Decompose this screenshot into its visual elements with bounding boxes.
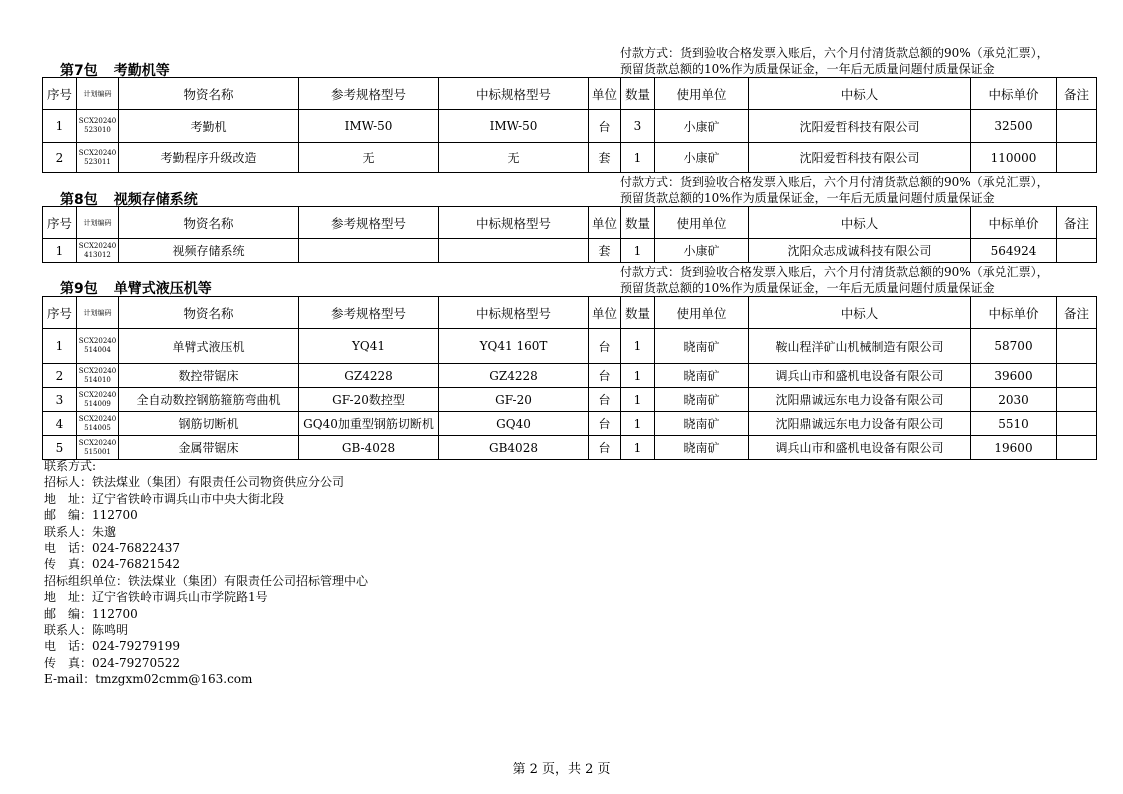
payment-line-1: 付款方式：货到验收合格发票入账后，六个月付清货款总额的90%（承兑汇票）， (620, 265, 1049, 279)
cell-note (1057, 110, 1097, 143)
cell-unit: 套 (589, 239, 621, 263)
package-title (60, 278, 228, 298)
column-header-winner: 中标人 (749, 207, 971, 239)
cell-bid-spec: GB4028 (439, 436, 589, 460)
cell-qty: 1 (621, 436, 655, 460)
contact-line: 地 址：辽宁省铁岭市调兵山市学院路1号 (44, 590, 268, 605)
cell-code: SCX20240514005 (77, 412, 119, 436)
cell-winner: 沈阳众志成诚科技有限公司 (749, 239, 971, 263)
cell-note (1057, 329, 1097, 364)
cell-code: SCX20240523011 (77, 143, 119, 173)
contact-line: 招标人：铁法煤业（集团）有限责任公司物资供应分公司 (44, 475, 345, 490)
column-header-user: 使用单位 (655, 297, 749, 329)
cell-note (1057, 364, 1097, 388)
cell-user: 晓南矿 (655, 329, 749, 364)
cell-user: 小康矿 (655, 143, 749, 173)
column-header-bid-spec: 中标规格型号 (439, 78, 589, 110)
cell-code: SCX20240413012 (77, 239, 119, 263)
cell-seq: 1 (43, 329, 77, 364)
column-header-item: 物资名称 (119, 297, 299, 329)
table-row (43, 412, 1097, 436)
contact-line: 邮 编：112700 (44, 606, 138, 621)
column-header-price: 中标单价 (971, 207, 1057, 239)
contact-line: 联系人：朱邈 (44, 524, 117, 539)
cell-code: SCX20240523010 (77, 110, 119, 143)
payment-terms-pkg8 (620, 174, 1049, 206)
cell-ref-spec: 无 (299, 143, 439, 173)
cell-price: 564924 (971, 239, 1057, 263)
cell-bid-spec: GF-20 (439, 388, 589, 412)
package-number: 第9包 (60, 281, 98, 297)
cell-user: 晓南矿 (655, 388, 749, 412)
cell-ref-spec: GF-20数控型 (299, 388, 439, 412)
cell-user: 晓南矿 (655, 412, 749, 436)
table-row (43, 436, 1097, 460)
cell-price: 110000 (971, 143, 1057, 173)
cell-seq: 1 (43, 239, 77, 263)
package-number: 第7包 (60, 63, 98, 79)
column-header-user: 使用单位 (655, 78, 749, 110)
bid-table-pkg8 (42, 206, 1097, 263)
cell-code: SCX20240515001 (77, 436, 119, 460)
cell-qty: 1 (621, 239, 655, 263)
table-row (43, 329, 1097, 364)
column-header-item: 物资名称 (119, 78, 299, 110)
payment-line-2: 预留货款总额的10%作为质量保证金，一年后无质量问题付质量保证金 (620, 62, 995, 76)
column-header-qty: 数量 (621, 78, 655, 110)
contact-line: E-mail：tmzgxm02cmm@163.com (44, 672, 253, 687)
cell-qty: 1 (621, 143, 655, 173)
payment-line-1: 付款方式：货到验收合格发票入账后，六个月付清货款总额的90%（承兑汇票）， (620, 46, 1049, 60)
column-header-user: 使用单位 (655, 207, 749, 239)
cell-winner: 调兵山市和盛机电设备有限公司 (749, 436, 971, 460)
column-header-unit: 单位 (589, 78, 621, 110)
contact-line: 联系人：陈鸣明 (44, 623, 129, 638)
cell-seq: 3 (43, 388, 77, 412)
cell-note (1057, 412, 1097, 436)
cell-item: 全自动数控钢筋箍筋弯曲机 (119, 388, 299, 412)
cell-note (1057, 436, 1097, 460)
cell-winner: 沈阳鼎诚远东电力设备有限公司 (749, 388, 971, 412)
table-header-row (43, 78, 1097, 110)
cell-user: 晓南矿 (655, 364, 749, 388)
contact-line: 传 真：024-76821542 (44, 557, 181, 572)
cell-bid-spec (439, 239, 589, 263)
cell-item: 钢筋切断机 (119, 412, 299, 436)
cell-ref-spec: GZ4228 (299, 364, 439, 388)
cell-unit: 台 (589, 436, 621, 460)
cell-qty: 1 (621, 364, 655, 388)
table-row (43, 364, 1097, 388)
column-header-note: 备注 (1057, 297, 1097, 329)
column-header-bid-spec: 中标规格型号 (439, 207, 589, 239)
cell-unit: 台 (589, 412, 621, 436)
column-header-ref-spec: 参考规格型号 (299, 207, 439, 239)
column-header-item: 物资名称 (119, 207, 299, 239)
cell-qty: 3 (621, 110, 655, 143)
cell-seq: 2 (43, 364, 77, 388)
cell-item: 考勤机 (119, 110, 299, 143)
cell-price: 2030 (971, 388, 1057, 412)
column-header-price: 中标单价 (971, 78, 1057, 110)
payment-terms-pkg7 (620, 45, 1049, 77)
cell-item: 数控带锯床 (119, 364, 299, 388)
cell-bid-spec: 无 (439, 143, 589, 173)
cell-seq: 1 (43, 110, 77, 143)
cell-bid-spec: IMW-50 (439, 110, 589, 143)
table-row (43, 143, 1097, 173)
cell-user: 晓南矿 (655, 436, 749, 460)
column-header-ref-spec: 参考规格型号 (299, 297, 439, 329)
column-header-code: 计划编码 (77, 78, 119, 110)
cell-note (1057, 143, 1097, 173)
cell-qty: 1 (621, 412, 655, 436)
package-name: 单臂式液压机等 (113, 281, 212, 297)
cell-ref-spec: IMW-50 (299, 110, 439, 143)
cell-user: 小康矿 (655, 239, 749, 263)
column-header-qty: 数量 (621, 207, 655, 239)
contact-line: 地 址：辽宁省铁岭市调兵山市中央大街北段 (44, 491, 285, 506)
cell-seq: 5 (43, 436, 77, 460)
column-header-bid-spec: 中标规格型号 (439, 297, 589, 329)
cell-bid-spec: GQ40 (439, 412, 589, 436)
cell-winner: 沈阳爱哲科技有限公司 (749, 143, 971, 173)
cell-winner: 鞍山程洋矿山机械制造有限公司 (749, 329, 971, 364)
column-header-ref-spec: 参考规格型号 (299, 78, 439, 110)
payment-line-2: 预留货款总额的10%作为质量保证金，一年后无质量问题付质量保证金 (620, 191, 995, 205)
column-header-seq: 序号 (43, 207, 77, 239)
cell-winner: 沈阳鼎诚远东电力设备有限公司 (749, 412, 971, 436)
contact-info (44, 458, 368, 688)
cell-code: SCX20240514004 (77, 329, 119, 364)
table-header-row (43, 297, 1097, 329)
package-name: 考勤机等 (113, 63, 170, 79)
table-header-row (43, 207, 1097, 239)
cell-price: 32500 (971, 110, 1057, 143)
column-header-price: 中标单价 (971, 297, 1057, 329)
column-header-code: 计划编码 (77, 297, 119, 329)
table-row (43, 239, 1097, 263)
table-row (43, 110, 1097, 143)
column-header-unit: 单位 (589, 297, 621, 329)
cell-unit: 套 (589, 143, 621, 173)
cell-price: 5510 (971, 412, 1057, 436)
cell-price: 39600 (971, 364, 1057, 388)
cell-seq: 2 (43, 143, 77, 173)
cell-item: 金属带锯床 (119, 436, 299, 460)
cell-item: 视频存储系统 (119, 239, 299, 263)
cell-unit: 台 (589, 329, 621, 364)
column-header-winner: 中标人 (749, 78, 971, 110)
cell-ref-spec: YQ41 (299, 329, 439, 364)
contact-line: 电 话：024-76822437 (44, 541, 181, 556)
cell-note (1057, 388, 1097, 412)
cell-price: 58700 (971, 329, 1057, 364)
package-number: 第8包 (60, 192, 98, 208)
cell-code: SCX20240514009 (77, 388, 119, 412)
column-header-unit: 单位 (589, 207, 621, 239)
cell-seq: 4 (43, 412, 77, 436)
payment-line-1: 付款方式：货到验收合格发票入账后，六个月付清货款总额的90%（承兑汇票）， (620, 175, 1049, 189)
bid-table-pkg7 (42, 77, 1097, 173)
column-header-seq: 序号 (43, 78, 77, 110)
contact-line: 联系方式: (44, 459, 97, 473)
cell-unit: 台 (589, 388, 621, 412)
cell-winner: 调兵山市和盛机电设备有限公司 (749, 364, 971, 388)
payment-line-2: 预留货款总额的10%作为质量保证金，一年后无质量问题付质量保证金 (620, 281, 995, 295)
contact-line: 邮 编：112700 (44, 508, 138, 523)
cell-unit: 台 (589, 110, 621, 143)
column-header-winner: 中标人 (749, 297, 971, 329)
contact-line: 招标组织单位：铁法煤业（集团）有限责任公司招标管理中心 (44, 573, 369, 588)
cell-unit: 台 (589, 364, 621, 388)
cell-ref-spec: GQ40加重型钢筋切断机 (299, 412, 439, 436)
payment-terms-pkg9 (620, 264, 1049, 296)
cell-item: 单臂式液压机 (119, 329, 299, 364)
cell-bid-spec: GZ4228 (439, 364, 589, 388)
column-header-note: 备注 (1057, 207, 1097, 239)
cell-winner: 沈阳爱哲科技有限公司 (749, 110, 971, 143)
bid-table-pkg9 (42, 296, 1097, 460)
cell-code: SCX20240514010 (77, 364, 119, 388)
page-number: 第 2 页，共 2 页 (512, 762, 611, 777)
cell-qty: 1 (621, 329, 655, 364)
cell-ref-spec (299, 239, 439, 263)
cell-bid-spec: YQ41 160T (439, 329, 589, 364)
table-row (43, 388, 1097, 412)
column-header-note: 备注 (1057, 78, 1097, 110)
cell-qty: 1 (621, 388, 655, 412)
cell-user: 小康矿 (655, 110, 749, 143)
package-name: 视频存储系统 (113, 192, 198, 208)
cell-item: 考勤程序升级改造 (119, 143, 299, 173)
cell-price: 19600 (971, 436, 1057, 460)
cell-note (1057, 239, 1097, 263)
column-header-code: 计划编码 (77, 207, 119, 239)
contact-line: 传 真：024-79270522 (44, 655, 181, 670)
contact-line: 电 话：024-79279199 (44, 639, 181, 654)
cell-ref-spec: GB-4028 (299, 436, 439, 460)
column-header-qty: 数量 (621, 297, 655, 329)
column-header-seq: 序号 (43, 297, 77, 329)
